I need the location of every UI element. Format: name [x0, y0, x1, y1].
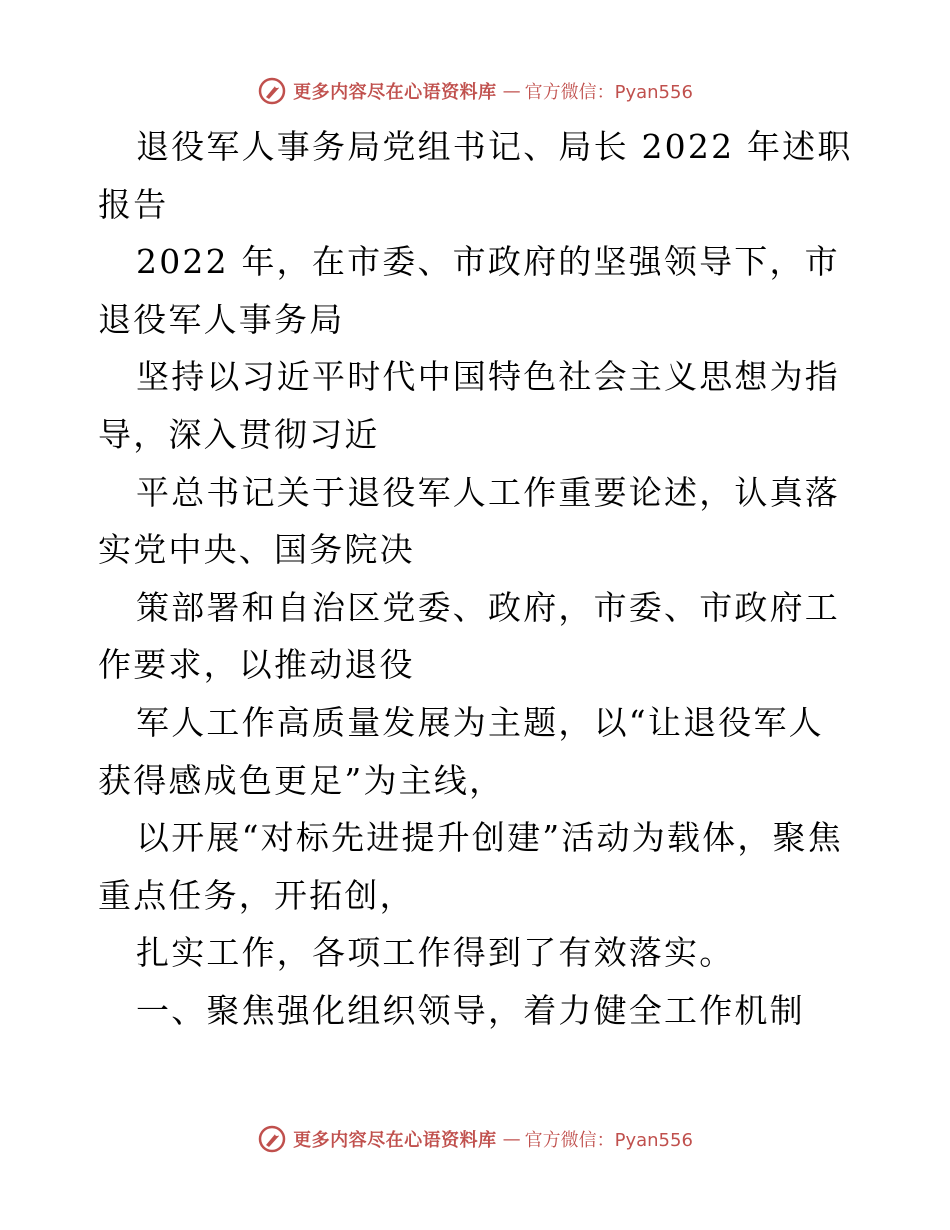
paragraph-line: 扎实工作，各项工作得到了有效落实。 — [136, 933, 735, 973]
paragraph-line: 策部署和自治区党委、政府，市委、市政府工作要求，以推动退役 — [98, 587, 840, 685]
paragraph-line: 以开展“对标先进提升创建”活动为载体，聚焦重点任务，开拓创， — [98, 818, 843, 915]
section-heading: 一、聚焦强化组织领导，着力健全工作机制 — [136, 990, 805, 1030]
pen-nib-logo-icon — [257, 76, 287, 106]
document-body — [98, 118, 858, 1040]
footer-watermark — [0, 1122, 950, 1156]
pen-nib-logo-icon — [257, 1124, 287, 1154]
paragraph-line: 坚持以习近平时代中国特色社会主义思想为指导，深入贯彻习近 — [98, 357, 840, 454]
paragraph-line: 平总书记关于退役军人工作重要论述，认真落实党中央、国务院决 — [98, 472, 840, 570]
watermark-text: 更多内容尽在心语资料库 — [293, 82, 497, 103]
watermark-contact: 官方微信：Pyan556 — [524, 1130, 693, 1151]
watermark-dash: — — [502, 80, 519, 102]
paragraph-line: 军人工作高质量发展为主题，以“让退役军人获得感成色更足”为主线， — [98, 702, 824, 800]
watermark-contact: 官方微信：Pyan556 — [524, 82, 693, 103]
paragraph-line: 2022 年，在市委、市政府的坚强领导下，市退役军人事务局 — [98, 242, 840, 339]
watermark-dash: — — [502, 1128, 519, 1150]
header-watermark — [0, 74, 950, 108]
document-title: 退役军人事务局党组书记、局长 2022 年述职报告 — [98, 127, 853, 224]
watermark-text: 更多内容尽在心语资料库 — [293, 1130, 497, 1151]
